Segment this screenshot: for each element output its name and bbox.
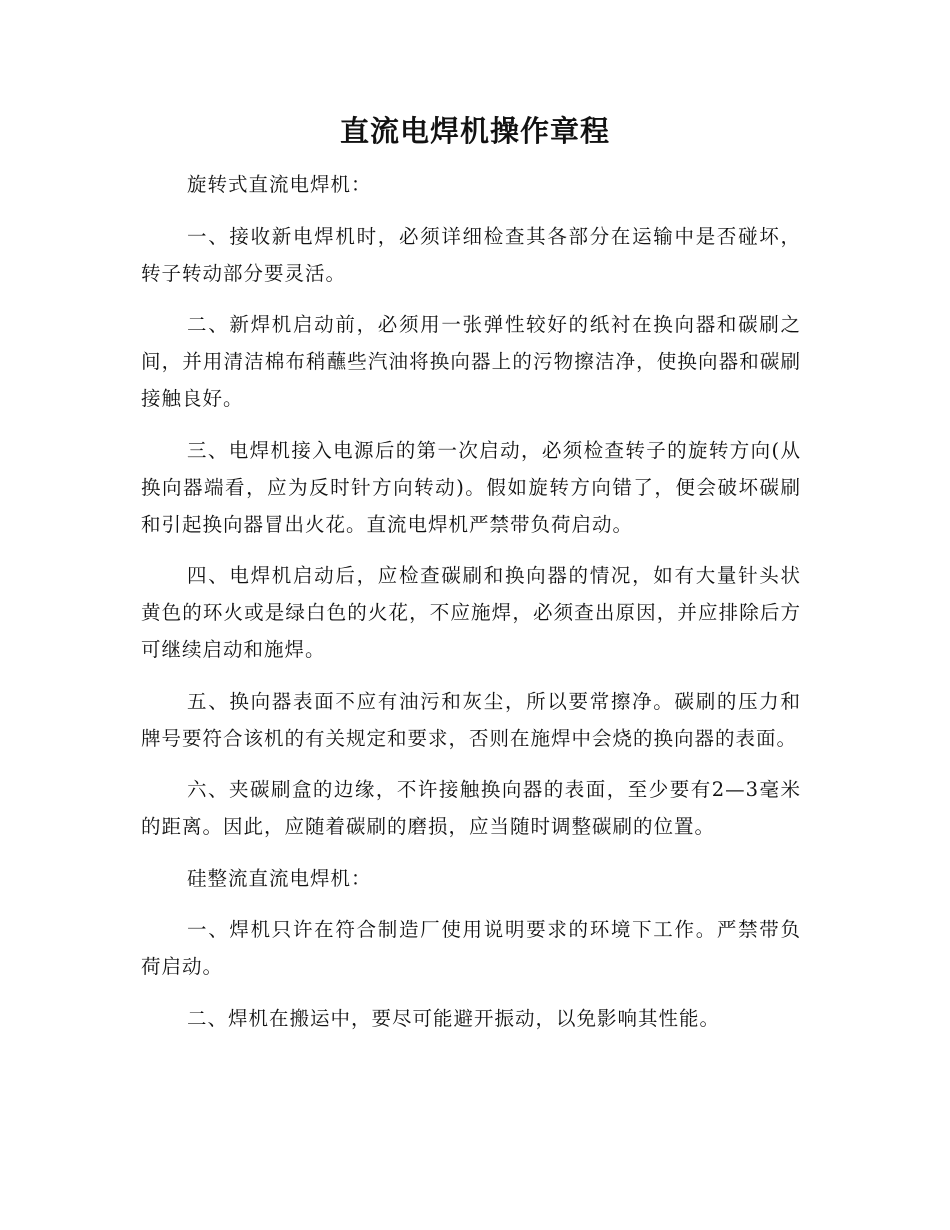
paragraph-rotary-5: 五、换向器表面不应有油污和灰尘，所以要常擦净。碳刷的压力和牌号要符合该机的有关规定和要求，否则在施焊中会烧的换向器的表面。 — [141, 689, 801, 750]
document-body — [141, 166, 801, 1051]
paragraph-silicon-1: 一、焊机只许在符合制造厂使用说明要求的环境下工作。严禁带负荷启动。 — [141, 918, 801, 978]
paragraph-silicon-heading: 硅整流直流电焊机： — [187, 866, 372, 890]
paragraph-rotary-3: 三、电焊机接入电源后的第一次启动，必须检查转子的旋转方向(从换向器端看，应为反时针方向转动)。假如旋转方向错了，便会破坏碳刷和引起换向器冒出火花。直流电焊机严禁带负荷启动。 — [141, 438, 801, 536]
paragraph-rotary-6: 六、夹碳刷盒的边缘，不许接触换向器的表面，至少要有2—3毫米的距离。因此，应随着碳刷的磨损，应当随时调整碳刷的位置。 — [141, 778, 801, 838]
document-title: 直流电焊机操作章程 — [339, 114, 610, 148]
paragraph-silicon-2: 二、焊机在搬运中，要尽可能避开振动，以免影响其性能。 — [187, 1006, 721, 1030]
paragraph-rotary-heading: 旋转式直流电焊机： — [187, 173, 372, 196]
paragraph-rotary-4: 四、电焊机启动后，应检查碳刷和换向器的情况，如有大量针头状黄色的环火或是绿白色的火花，不应施焊，必须查出原因，并应排除后方可继续启动和施焊。 — [141, 564, 801, 661]
paragraph-rotary-1: 一、接收新电焊机时，必须详细检查其各部分在运输中是否碰坏，转子转动部分要灵活。 — [141, 224, 801, 285]
paragraph-rotary-2: 二、新焊机启动前，必须用一张弹性较好的纸衬在换向器和碳刷之间，并用清洁棉布稍蘸些汽油将换向器上的污物擦洁净，使换向器和碳刷接触良好。 — [141, 313, 801, 410]
